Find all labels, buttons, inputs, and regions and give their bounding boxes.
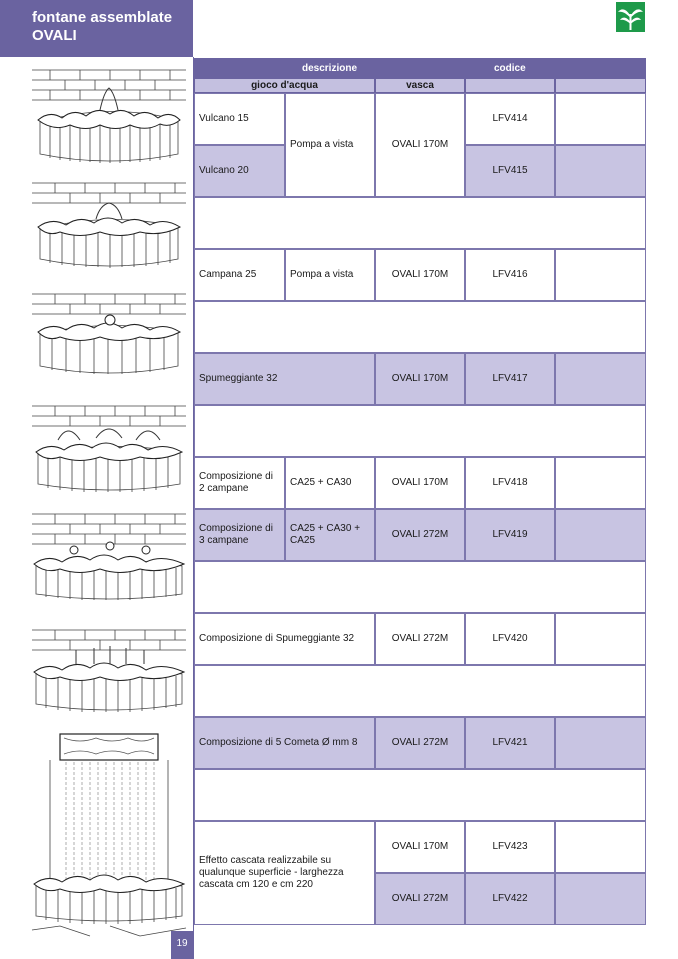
page-title-box: [0, 0, 193, 57]
row-spumeggiante32-name: Spumeggiante 32: [194, 353, 375, 405]
header-descrizione: descrizione: [302, 63, 358, 74]
spacer-row: [194, 665, 646, 717]
row-comp5-code: LFV421: [465, 717, 555, 769]
row-vulcano20-code: LFV415: [465, 145, 555, 197]
subheader-codice-empty: [465, 78, 555, 93]
row-vulcano-vasca: OVALI 170M: [375, 93, 465, 197]
composizione-spumeggiante-illustration: [30, 624, 188, 719]
campana-fountain-illustration: [30, 288, 188, 383]
page-number: 19: [171, 931, 193, 959]
row-campana25-extra: [555, 249, 646, 301]
row-campana25-vasca: OVALI 170M: [375, 249, 465, 301]
composizione-campane-illustration: [30, 508, 188, 603]
row-comp3-gioco: CA25 + CA30 + CA25: [285, 509, 375, 561]
row-compspum-name: Composizione di Spumeggiante 32: [194, 613, 375, 665]
row-cascata-vasca-a: OVALI 170M: [375, 821, 465, 873]
vulcano20-fountain-illustration: [30, 177, 188, 272]
row-spumeggiante32-code: LFV417: [465, 353, 555, 405]
spacer-row: [194, 405, 646, 457]
row-vulcano15-extra: [555, 93, 646, 145]
row-comp5-extra: [555, 717, 646, 769]
row-spumeggiante32-extra: [555, 353, 646, 405]
row-comp2-gioco: CA25 + CA30: [285, 457, 375, 509]
spacer-row: [194, 769, 646, 821]
row-cascata-extra-a: [555, 821, 646, 873]
row-vulcano15-code: LFV414: [465, 93, 555, 145]
page-title: fontane assemblate: [32, 9, 173, 26]
row-cascata-code-a: LFV423: [465, 821, 555, 873]
row-comp3-name: Composizione di 3 campane: [194, 509, 285, 561]
subheader-extra-empty: [555, 78, 646, 93]
row-vulcano15-name: Vulcano 15: [194, 93, 285, 145]
row-comp3-vasca: OVALI 272M: [375, 509, 465, 561]
row-comp2-name: Composizione di 2 campane: [194, 457, 285, 509]
row-comp5-vasca: OVALI 272M: [375, 717, 465, 769]
row-compspum-extra: [555, 613, 646, 665]
row-cascata-extra-b: [555, 873, 646, 925]
row-comp3-extra: [555, 509, 646, 561]
spacer-row: [194, 301, 646, 353]
row-vulcano20-name: Vulcano 20: [194, 145, 285, 197]
row-vulcano-gioco: Pompa a vista: [285, 93, 375, 197]
spumeggiante-fountain-illustration: [30, 400, 188, 495]
spacer-row: [194, 197, 646, 249]
page-subtitle: OVALI: [32, 27, 77, 44]
row-cascata-code-b: LFV422: [465, 873, 555, 925]
row-comp2-vasca: OVALI 170M: [375, 457, 465, 509]
subheader-vasca: vasca: [375, 78, 465, 93]
row-cascata-vasca-b: OVALI 272M: [375, 873, 465, 925]
table-header: [194, 58, 646, 78]
row-campana25-name: Campana 25: [194, 249, 285, 301]
row-cascata-name: Effetto cascata realizzabile su qualunque superficie - larghezza cascata cm 120 e cm 220: [194, 821, 375, 925]
row-spumeggiante32-vasca: OVALI 170M: [375, 353, 465, 405]
row-compspum-code: LFV420: [465, 613, 555, 665]
header-codice: codice: [494, 63, 526, 74]
row-compspum-vasca: OVALI 272M: [375, 613, 465, 665]
row-campana25-gioco: Pompa a vista: [285, 249, 375, 301]
row-comp5-name: Composizione di 5 Cometa Ø mm 8: [194, 717, 375, 769]
vulcano-fountain-illustration: [30, 62, 188, 167]
row-vulcano20-extra: [555, 145, 646, 197]
row-comp2-code: LFV418: [465, 457, 555, 509]
row-comp3-code: LFV419: [465, 509, 555, 561]
product-table: [194, 58, 646, 926]
spacer-row: [194, 561, 646, 613]
row-comp2-extra: [555, 457, 646, 509]
cascata-fountain-illustration: [30, 730, 188, 940]
subheader-gioco: gioco d'acqua: [194, 78, 375, 93]
brand-logo: [616, 2, 645, 32]
row-campana25-code: LFV416: [465, 249, 555, 301]
